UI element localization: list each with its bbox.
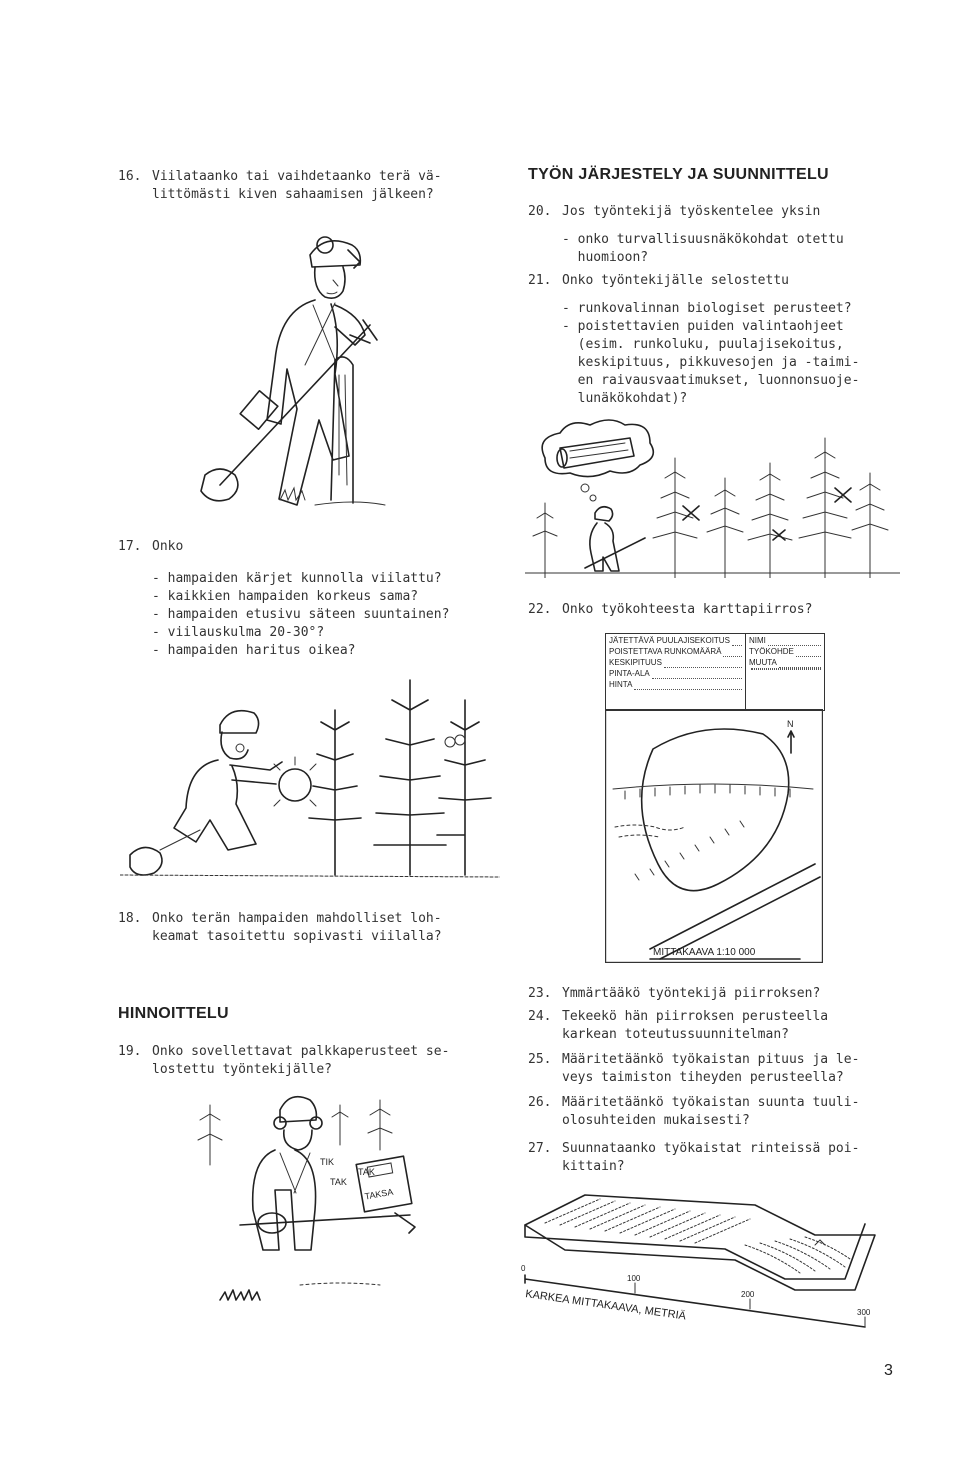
question-number: 23. [528,986,552,1001]
question-19 [118,1043,518,1079]
question-text: lostettu työntekijälle? [152,1062,333,1077]
page-number: 3 [884,1362,893,1379]
scale-caption: KARKEA MITTAKAAVA, METRIÄ [524,1288,687,1323]
forest-thinning-illustration [525,418,900,578]
list-item: keskipituus, pikkuvesojen ja -taimi- [562,355,860,370]
question-number: 20. [528,204,552,219]
question-text: olosuhteiden mukaisesti? [562,1113,750,1128]
form-field: TYÖKOHDE [749,646,821,657]
question-24 [528,1008,913,1044]
question-23 [528,985,913,1003]
question-text: Tekeekö hän piirroksen perusteella [562,1009,829,1024]
question-text: Ymmärtääkö työntekijä piirroksen? [562,986,821,1001]
question-number: 26. [528,1095,552,1110]
section-heading-pricing: HINNOITTELU [118,1005,229,1022]
question-text: littömästi kiven sahaamisen jälkeen? [152,187,434,202]
question-text: Jos työntekijä työskentelee yksin [562,204,821,219]
question-text: Onko työkohteesta karttapiirros? [562,602,813,617]
question-number: 16. [118,169,142,184]
question-text: Viilataanko tai vaihdetaanko terä vä- [152,169,442,184]
question-number: 19. [118,1044,142,1059]
scale-tick-200: 200 [741,1290,755,1299]
question-number: 21. [528,273,552,288]
question-16 [118,168,498,204]
scale-tick-100: 100 [627,1274,641,1283]
question-text: Onko [152,539,184,554]
form-field: POISTETTAVA RUNKOMÄÄRÄ [609,646,742,657]
list-item: - viilauskulma 20-30°? [152,625,325,640]
list-item: - runkovalinnan biologiset perusteet? [562,301,852,316]
question-number: 24. [528,1009,552,1024]
question-number: 17. [118,539,142,554]
form-field: HINTA [609,679,742,690]
question-text: Onko sovellettavat palkkaperusteet se- [152,1044,450,1059]
scale-tick-0: 0 [521,1264,526,1273]
worker-taximeter-illustration [180,1085,440,1315]
section-heading-work-planning: TYÖN JÄRJESTELY JA SUUNNITTELU [528,166,829,183]
sound-text-tik: TIK [320,1157,335,1167]
question-27 [528,1140,913,1176]
list-item: lunäkökohdat)? [562,391,688,406]
list-item: - onko turvallisuusnäkökohdat otettu [562,232,844,247]
list-item: - hampaiden haritus oikea? [152,643,356,658]
worker-filing-blade-illustration [120,670,500,885]
list-item: huomioon? [562,250,649,265]
question-text: Määritetäänkö työkaistan suunta tuuli- [562,1095,860,1110]
question-number: 22. [528,602,552,617]
question-17 [118,538,518,660]
question-text: Onko terän hampaiden mahdolliset loh- [152,911,442,926]
north-label: N [787,719,794,729]
worker-clearing-saw-illustration [185,225,395,525]
form-field: JÄTETTÄVÄ PUULAJISEKOITUS [609,635,742,646]
question-22 [528,601,908,619]
slope-work-strip-diagram [515,1175,895,1335]
list-item: - hampaiden kärjet kunnolla viilattu? [152,571,442,586]
question-21 [528,272,918,408]
list-item: - poistettavien puiden valintaohjeet [562,319,844,334]
question-text: Määritetäänkö työkaistan pituus ja le- [562,1052,860,1067]
question-text: keamat tasoitettu sopivasti viilalla? [152,929,442,944]
map-header-form [605,633,825,711]
scale-tick-300: 300 [857,1308,871,1317]
question-18 [118,910,518,946]
question-number: 25. [528,1052,552,1067]
question-20 [528,203,908,267]
map-scale-label: MITTAKAAVA 1:10 000 [653,947,756,958]
list-item: - hampaiden etusivu säteen suuntainen? [152,607,450,622]
question-text: Suunnataanko työkaistat rinteissä poi- [562,1141,860,1156]
taximeter-label: TAKSA [363,1186,394,1202]
list-item: en raivausvaatimukset, luonnonsuoje- [562,373,860,388]
question-text: veys taimiston tiheyden perusteella? [562,1070,844,1085]
sound-text-tak: TAK [330,1177,347,1187]
form-field: NIMI [749,635,821,646]
question-number: 27. [528,1141,552,1156]
question-25 [528,1051,913,1087]
form-right-fields [746,634,824,710]
work-site-map [605,709,823,963]
question-text: kittain? [562,1159,625,1174]
sound-text-tak-2: TAK [358,1167,375,1177]
form-field: PINTA-ALA [609,668,742,679]
form-field: MUUTA [749,657,821,668]
form-field: KESKIPITUUS [609,657,742,668]
question-text: Onko työntekijälle selostettu [562,273,789,288]
checklist [118,570,518,660]
list-item: (esim. runkoluku, puulajisekoitus, [562,337,844,352]
question-26 [528,1094,913,1130]
list-item: - kaikkien hampaiden korkeus sama? [152,589,419,604]
form-left-fields [606,634,746,710]
question-number: 18. [118,911,142,926]
question-text: karkean toteutussuunnitelman? [562,1027,789,1042]
